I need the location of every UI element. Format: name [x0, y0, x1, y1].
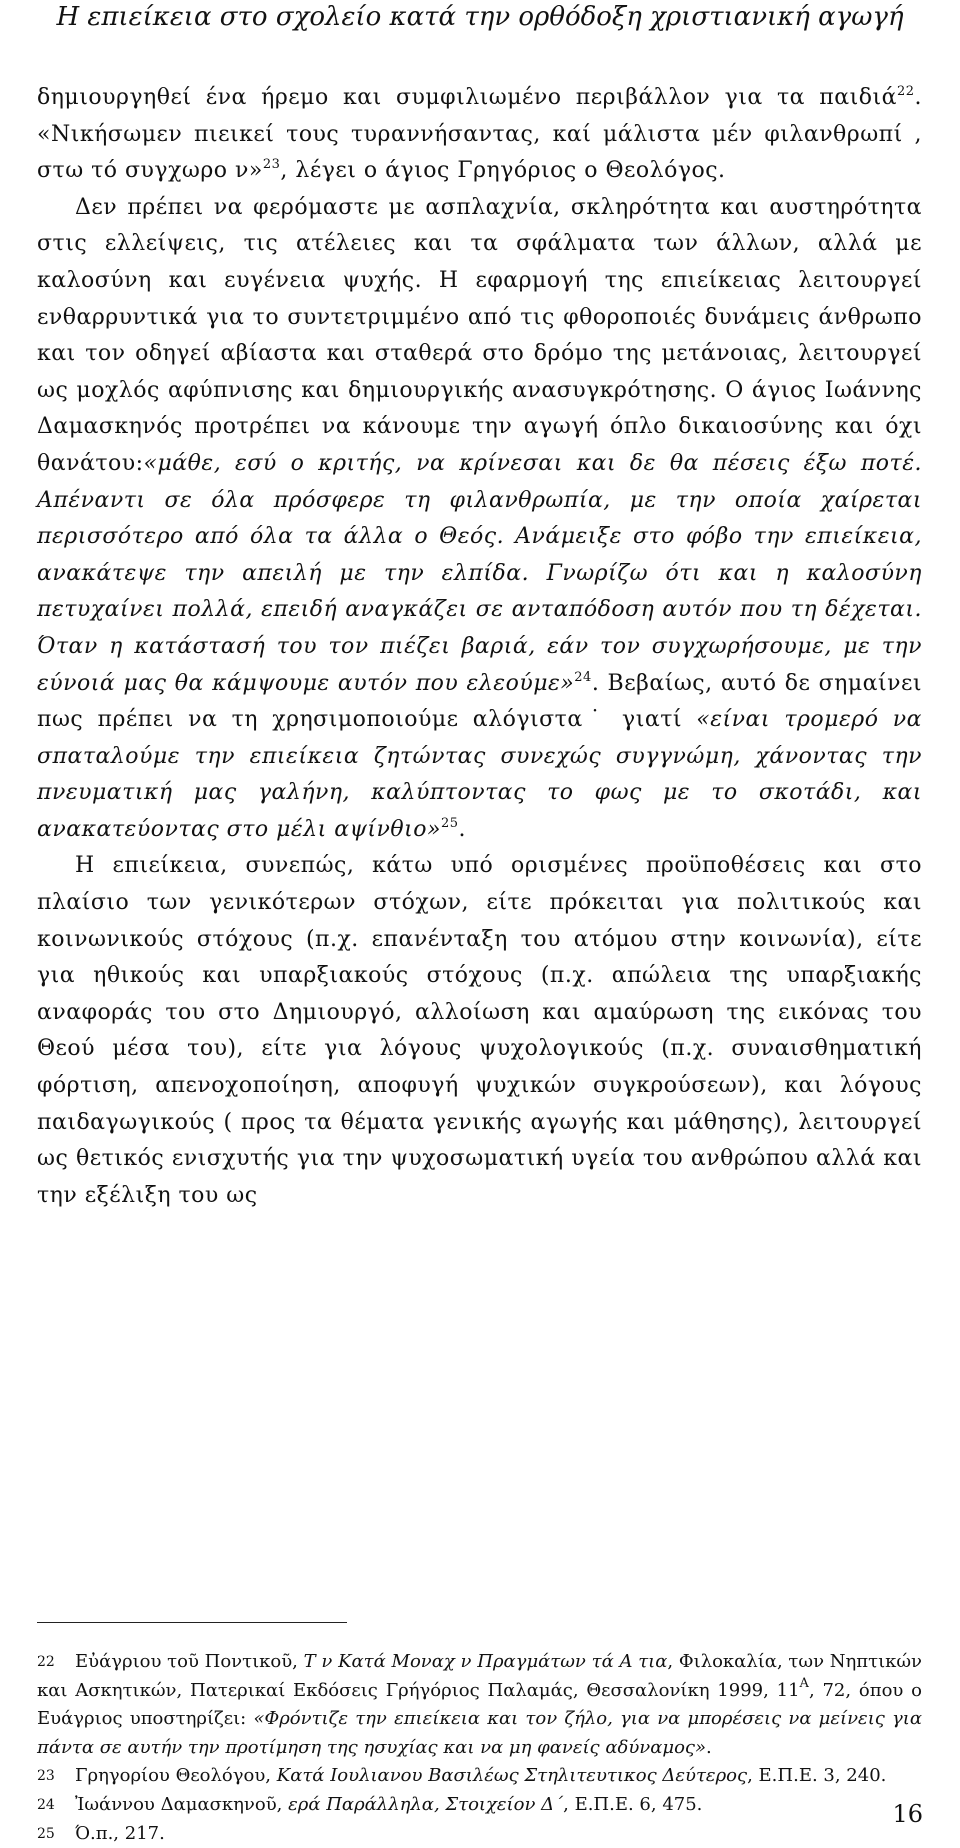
- running-header: Η επιείκεια στο σχολείο κατά την ορθόδοξη χριστιανική αγωγή: [56, 2, 904, 32]
- footnote-ref-24: 24: [574, 669, 592, 685]
- footnote-text: Ό.π., 217.: [75, 1822, 165, 1844]
- footnote-text: .: [706, 1736, 712, 1758]
- footnote-number: 22: [37, 1654, 55, 1670]
- p2-quote-damascene: «μάθε, εσύ ο κριτής, να κρίνεσαι και δε θα πέσεις έξω ποτέ. Απέναντι σε όλα πρόσφερε τη φιλανθρωπία, με την οποία χαίρεται περισσότερο από όλα τα άλλα ο Θεός. Ανάμειξε στο φόβο την επιείκεια, ανακάτεψε την απειλή με την ελπίδα. Γνωρίζω ότι και η καλοσύνη πετυχαίνει πολλά, επειδή αναγκάζει σε ανταπόδοση αυτόν που τη δέχεται. Όταν η κατάστασή του τον πιέζει βαριά, εάν τον συγχωρήσουμε, με την εύνοιά μας θα κάμψουμε αυτόν που ελεούμε»: [37, 450, 922, 696]
- footnote-ref-22: 22: [896, 84, 915, 99]
- footnote-23: [37, 1762, 922, 1791]
- footnote-quote: «Φρόντιζε την επιείκεια και τον ζήλο, για να μπορέσεις να μείνεις για πάντα σε αυτήν την προτίμηση της ησυχίας και να μη φανείς αδύναμος»: [37, 1708, 923, 1758]
- footnote-ref-23: 23: [262, 157, 281, 173]
- body-text: [37, 80, 922, 1214]
- footnote-number: 24: [37, 1796, 55, 1813]
- paragraph-1: [37, 80, 922, 190]
- footnote-title: Τ ν Κατά Μοναχ ν Πραγμάτων τά Α τια: [303, 1651, 668, 1672]
- footnote-separator: [37, 1622, 347, 1623]
- p2-text-a: Δεν πρέπει να φερόμαστε με ασπλαχνία, σκληρότητα και αυστηρότητα στις ελλείψεις, τις ατέλειες και τα σφάλματα των άλλων, αλλά με καλοσύνη και ευγένεια ψυχής. Η εφαρμογή της επιείκειας λειτουργεί ενθαρρυντικά για το συντετριμμένο από τις φθοροποιές δυνάμεις άνθρωπο και τον οδηγεί αβίαστα και σταθερά στο δρόμο της μετάνοιας, λειτουργεί ως μοχλός αφύπνισης και δημιουργικής ανασυγκρότησης. Ο άγιος Ιωάννης Δαμασκηνός προτρέπει να κάνουμε την αγωγή όπλο δικαιοσύνης και όχι θανάτου:: [37, 194, 922, 476]
- footnote-25: [37, 1820, 922, 1848]
- footnote-text: , Φιλοκαλία, των Νηπτικών και Ασκητικών, Πατερικαί Εκδόσεις Γρήγόριος Παλαμάς, Θεσσαλονίκη 1999, 11: [37, 1651, 923, 1701]
- footnote-title: Κατά Ιουλιανου Βασιλέως Στηλιτευτικος Δεύτερος: [276, 1765, 748, 1787]
- page-number: 16: [892, 1800, 923, 1828]
- footnote-text: Ἰωάννου Δαμασκηνοῦ,: [75, 1793, 289, 1815]
- footnote-text: , Ε.Π.Ε. 3, 240.: [747, 1765, 887, 1787]
- paragraph-3: Η επιείκεια, συνεπώς, κάτω υπό ορισμένες προϋποθέσεις και στο πλαίσιο των γενικότερων στόχων, είτε πρόκειται για πολιτικούς και κοινωνικούς στόχους (π.χ. επανένταξη του ατόμου στην κοινωνία), είτε για ηθικούς και υπαρξιακούς στόχους (π.χ. απώλεια της υπαρξιακής αναφοράς του στο Δημιουργό, αλλοίωση και αμαύρωση της εικόνας του Θεού μέσα του), είτε για λόγους ψυχολογικούς (π.χ. συναισθηματική φόρτιση, απενοχοποίηση, αποφυγή ψυχικών συγκρούσεων), και λόγους παιδαγωγικούς ( προς τα θέματα γενικής αγωγής και μάθησης), λειτουργεί ως θετικός ενισχυτής για την ψυχοσωματική υγεία του ανθρώπου αλλά και την εξέλιξη του ως: [37, 853, 922, 1208]
- footnote-22: [37, 1648, 922, 1762]
- paragraph-2: [37, 190, 922, 849]
- footnote-text: Γρηγορίου Θεολόγου,: [75, 1765, 277, 1787]
- footnote-number: 23: [37, 1768, 55, 1785]
- footnote-superscript: Α: [799, 1675, 809, 1691]
- footnotes: [37, 1648, 922, 1848]
- p2-text-b: . Βεβαίως, αυτό δε σημαίνει πως πρέπει να τη χρησιμοποιούμε αλόγιστα˙ γιατί: [37, 670, 922, 733]
- footnote-text: , 72, όπου ο Ευάγριος υποστηρίζει:: [37, 1679, 923, 1730]
- footnote-24: [37, 1791, 922, 1820]
- p1-text-b: . «Νικήσωμεν πιεικεί τους τυραννήσαντας, καί μάλιστα μέν φιλανθρωπί , στω τό συγχωρο ν»: [37, 85, 922, 184]
- p2-quote-2: «είναι τρομερό να σπαταλούμε την επιείκεια ζητώντας συνεχώς συγγνώμη, χάνοντας την πνευματική μας γαλήνη, καλύπτοντας το φως με το σκοτάδι, και ανακατεύοντας στο μέλι αψίνθιο»: [37, 707, 922, 842]
- p2-text-c: .: [458, 816, 467, 842]
- footnote-text: Εὐάγριου τοῦ Ποντικοῦ,: [75, 1651, 304, 1672]
- footnote-ref-25: 25: [440, 815, 459, 831]
- footnote-text: , Ε.Π.Ε. 6, 475.: [563, 1793, 703, 1815]
- footnote-number: 25: [37, 1825, 55, 1842]
- p1-text-a: δημιουργηθεί ένα ήρεμο και συμφιλιωμένο περιβάλλον για τα παιδιά: [37, 85, 897, 110]
- footnote-title: ερά Παράλληλα, Στοιχείον Δ΄: [288, 1793, 564, 1815]
- p1-text-c: , λέγει ο άγιος Γρηγόριος ο Θεολόγος.: [280, 158, 726, 184]
